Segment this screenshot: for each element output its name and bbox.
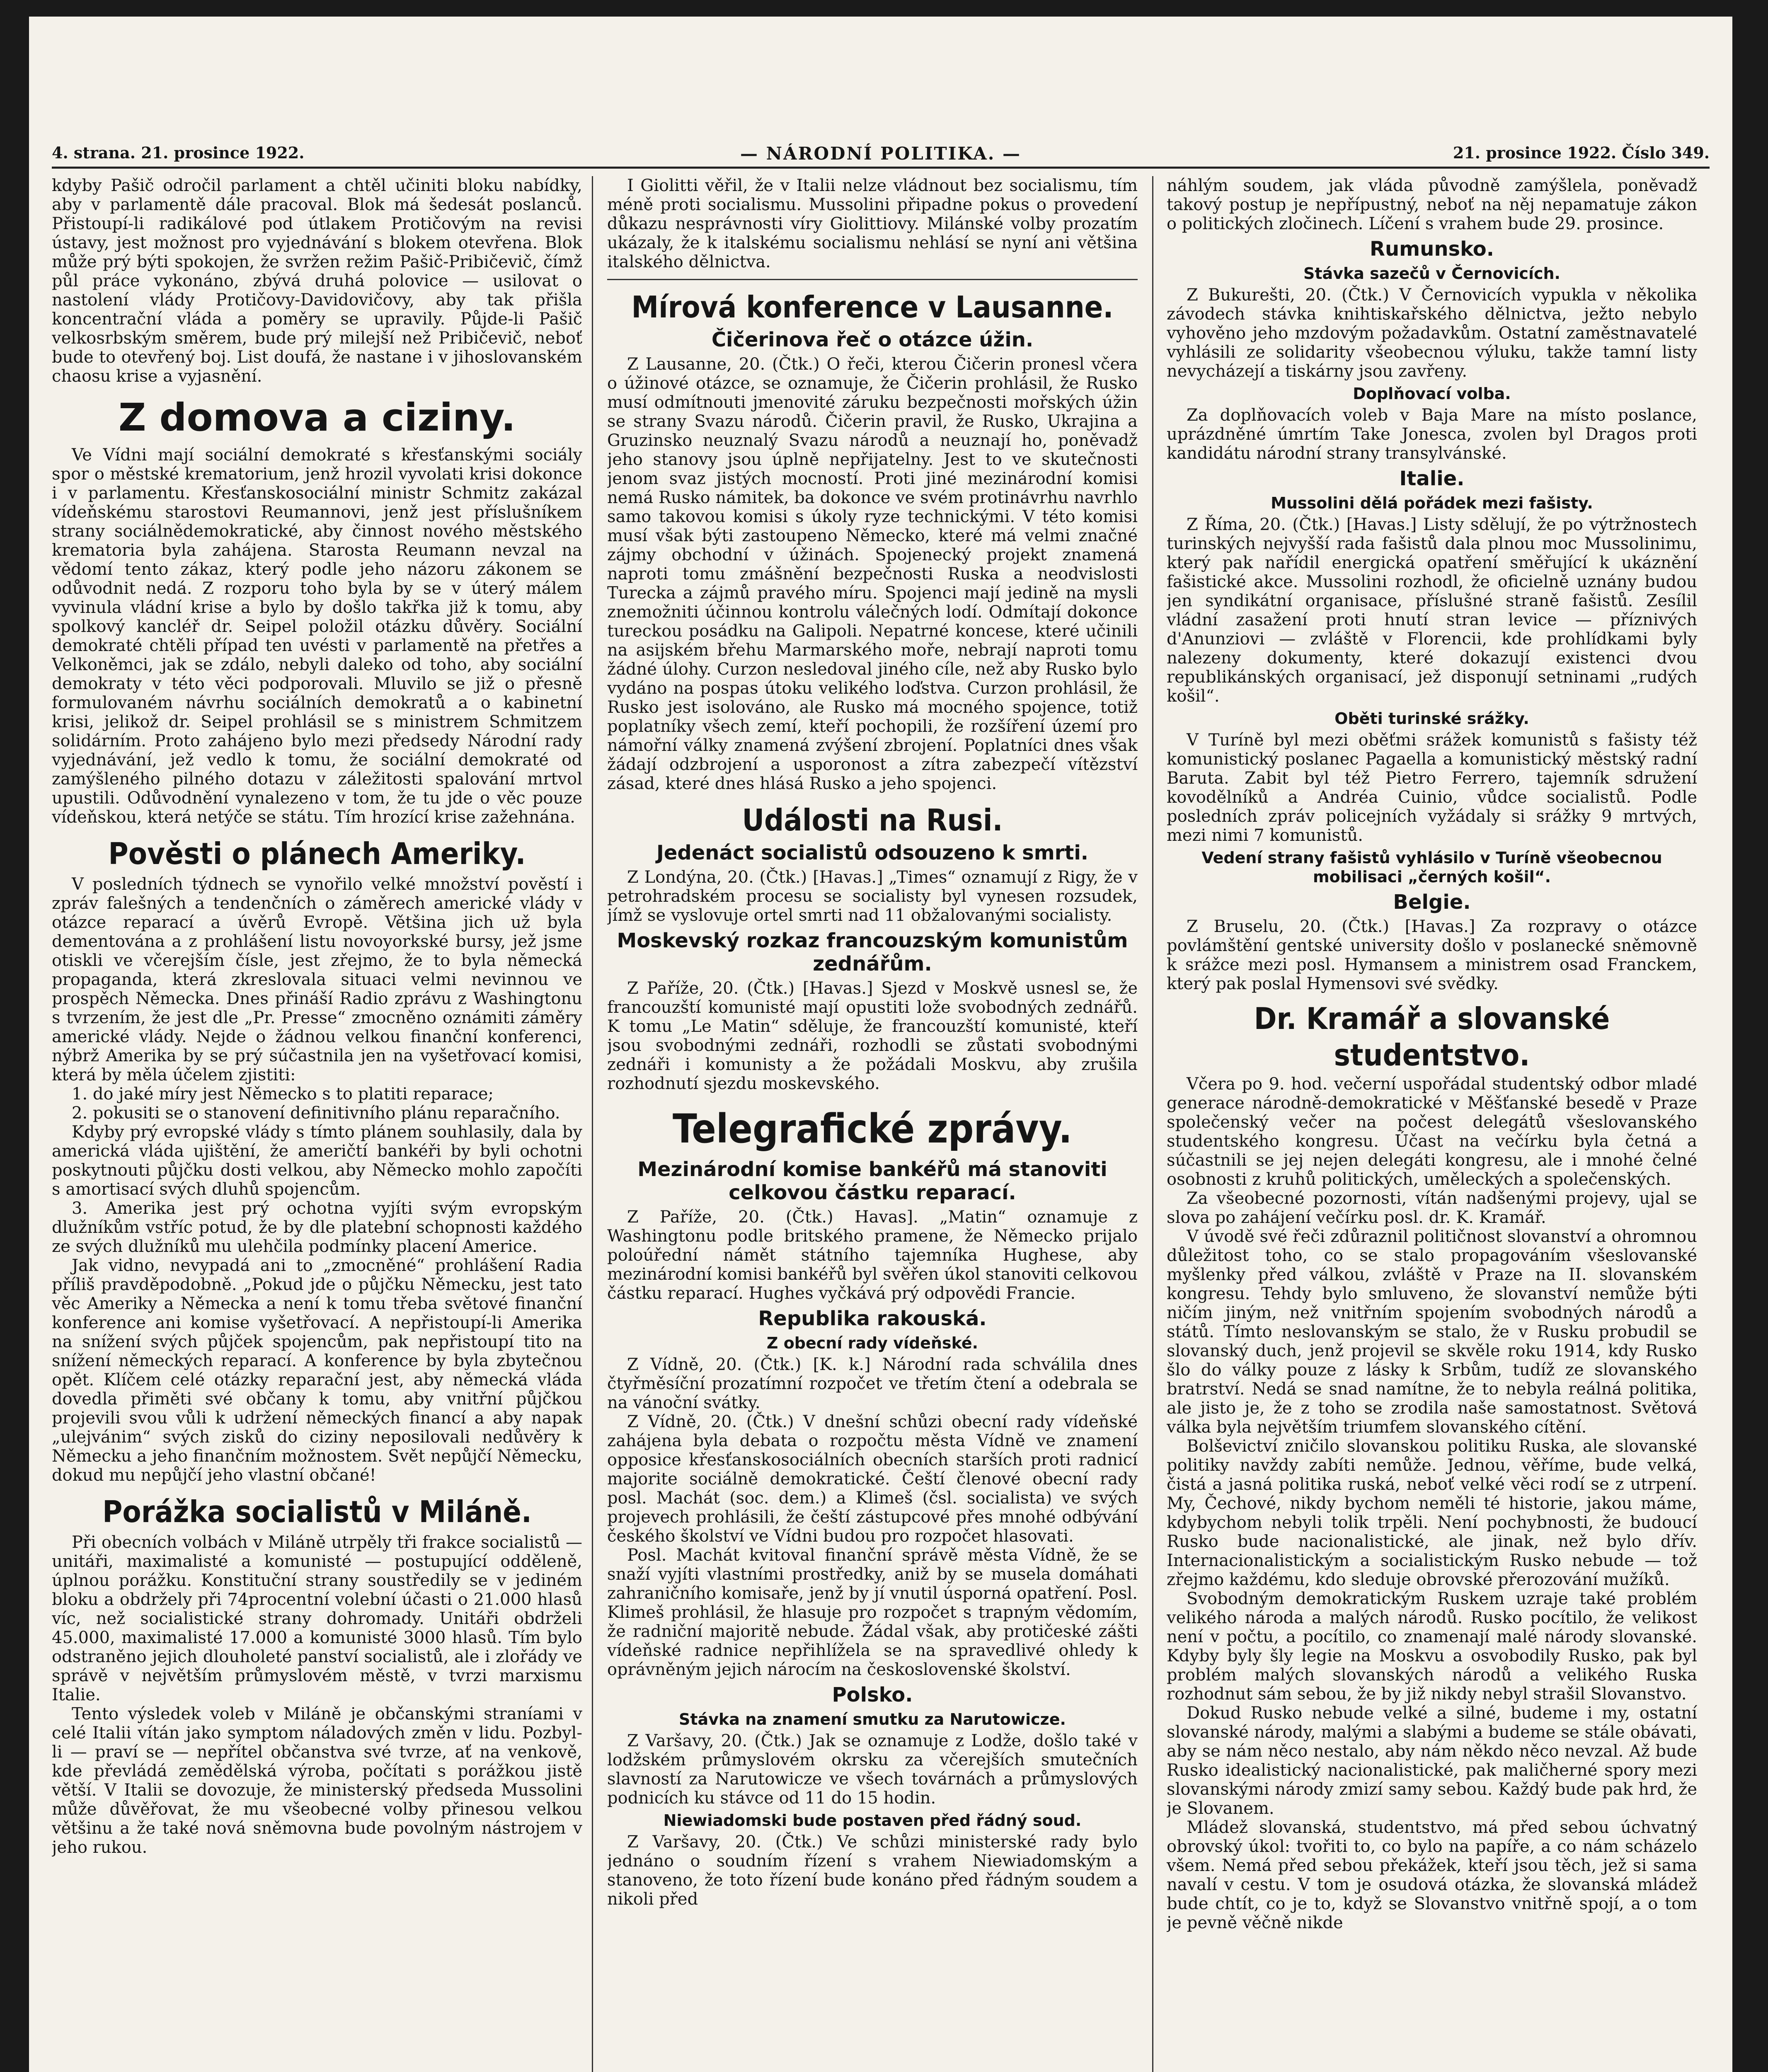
- paragraph: Včera po 9. hod. večerní uspořádal studentský odbor mladé generace národně-demokratické v Měšťanské besedě v Praze společenský večer na počest delegátů všeslovanského studentského kongresu. Účast na večírku byla četná a súčastnili se jej nejen delegáti kongresu, ale i mnohé čelné osobnosti z kruhů politických, uměleckých a společenských.: [1167, 1075, 1697, 1189]
- article-continuation: náhlým soudem, jak vláda původně zamýšlela, poněvadž takový postup je nepřípustný, neboť na něj nepamatuje zákon o politických zločinech. Líčení s vrahem bude 29. prosince.: [1167, 176, 1697, 233]
- article-subheading: Stávka sazečů v Černovicích.: [1303, 264, 1560, 283]
- article-heading: Pověsti o plánech Ameriky.: [108, 836, 526, 871]
- article-subheading: Vedení strany fašistů vyhlásilo v Turíně všeobecnou mobilisaci „černých košil“.: [1201, 849, 1662, 886]
- paragraph: Z Lausanne, 20. (Čtk.) O řeči, kterou Čičerin pronesl včera o úžinové otázce, se oznamuje, že Čičerin prohlásil, že Rusko musí odmítnouti jmenovité záruku bezpečnosti mořských úžin se strany Svazu národů. Čičerin pravil, že Rusko, Ukrajina a Gruzinsko neuznalý Svazu národů a neuznají ho, poněvadž jeho stanovy jsou úplně nepřijatelny. Jest to ve skutečnosti jenom svaz jistých mocností. Proti jiné mezinárodní komisi nemá Rusko námitek, ba dokonce ve svém protinávrhu navrhlo samo takovou komisi s úkoly ryze technickými. V této komisi musí však býti zastoupeno Německo, které má velmi značné zájmy obchodní v úžinách. Spojenecký projekt znamená naproti tomu zmášnění bezpečnosti Ruska a neodvislosti Turecka a zájmů pravého míru. Spojenci mají jedině na mysli znemožniti účinnou kontrolu válečných lodí. Odmítají dokonce tureckou posádku na Galipoli. Nepatrné koncese, které učinili na asijském břehu Marmarského moře, nebrají naproti tomu žádné úlohy. Curzon nesledoval jiného cíle, než aby Rusko bylo vydáno na pospas útoku velikého loďstva. Curzon prohlásil, že Rusko jest isolováno, ale Rusko má mocného spojence, totiž poplatníky všech zemí, kteří pochopili, že rozšíření území pro námořní války znamená zvýšení zbrojení. Poplatníci dnes však žádají odzbrojení a usporonost a zítra zabezpečí vítězství zásad, které dnes hlásá Rusko a jeho spojenci.: [607, 355, 1138, 793]
- article-heading: Belgie.: [1393, 891, 1471, 914]
- article-subheading: Mussolini dělá pořádek mezi fašisty.: [1271, 494, 1593, 512]
- paragraph: Z Paříže, 20. (Čtk.) [Havas.] Sjezd v Moskvě usnesl se, že francouzští komunisté mají opustiti lože svobodných zednářů. K tomu „Le Matin“ sděluje, že francouzští komunisté, kteří jsou svobodnými zednáři, rozhodli se zůstati svobodnými zednáři i komunisty a že požádali Moskvu, aby zrušila rozhodnutí sjezdu moskevského.: [607, 979, 1138, 1093]
- paragraph: Ve Vídni mají sociální demokraté s křesťanskými sociály spor o městské krematorium, jenž hrozil vyvolati krisi dokonce i v parlamentu. Křesťanskosociální ministr Schmitz zakázal vídeňskému starostovi Reumannovi, jenž jest příslušníkem strany sociálnědemokratické, aby činnost nového městského krematoria byla zahájena. Starosta Reumann nevzal na vědomí tento zákaz, který podle jeho názoru zákonem se odůvodnit nedá. Z rozporu toho byla by se v úterý málem vyvinula vládní krise a bylo by došlo takřka již k tomu, aby spolkový kancléř dr. Seipel položil otázku důvěry. Sociální demokraté chtěli případ ten uvésti v parlamentě na přetřes a Velkoněmci, jak se zdálo, nebyli daleko od toho, aby sociální demokraty v této věci podporovali. Mluvilo se již o přesně formulovaném návrhu sociálních demokratů a o kabinetní krisi, jelikož dr. Seipel prohlásil se s ministrem Schmitzem solidárním. Proto zahájeno bylo mezi předsedy Národní rady vyjednávání, jež vedlo k tomu, že sociální demokraté od zamýšleného pilného dotazu v záležitosti spalování mrtvol upustili. Odůvodnění vynalezeno v tom, že tu jde o věc pouze vídeňskou, která netýče se státu. Tím hrozící krise zažehnána.: [52, 445, 582, 827]
- paragraph: Svobodným demokratickým Ruskem uzraje také problém velikého národa a malých národů. Rusko pocítilo, že velikost není v počtu, a pocítilo, co znamenají malé národy slovanské. Kdyby byly šly legie na Moskvu a osvobodily Rusko, pak byl problém malých slovanských národů a velikého Ruska rozhodnut sám sebou, že by již nikdy nebyl strašil Slovanstvo.: [1167, 1589, 1697, 1704]
- paragraph: Za všeobecné pozornosti, vítán nadšenými projevy, ujal se slova po zahájení večírku posl. dr. K. Kramář.: [1167, 1189, 1697, 1227]
- paragraph: V posledních týdnech se vynořilo velké množství pověstí i zpráv falešných a tendenčních o záměrech americké vlády v otázce reparací a úvěrů Evropě. Většina jich už byla dementována a z prohlášení listu novoyorkské bursy, jež jsme otiskli ve včerejším čísle, jest zřejmo, že to byla německá propaganda, která zkreslovala situaci velmi nevinnou ve prospěch Německa. Dnes přináší Radio zprávu z Washingtonu s tvrzením, že jest dle „Pr. Presse“ zmocněno oznámiti záměry americké vlády. Nejde o žádnou velkou finanční konferenci, nýbrž Amerika by se prý súčastnila jen na vyšetřovací komisi, která by měla účelem zjistiti:: [52, 875, 582, 1084]
- paragraph: Z Londýna, 20. (Čtk.) [Havas.] „Times“ oznamují z Rigy, že v petrohradském procesu se socialisty byl vynesen rozsudek, jímž se vyslovuje ortel smrti nad 11 obžalovanými socialisty.: [607, 868, 1138, 925]
- article-subheading: Mezinárodní komise bankéřů má stanoviti celkovou částku reparací.: [637, 1158, 1107, 1204]
- paragraph: V úvodě své řeči zdůraznil političnost slovanství a ohromnou důležitost toho, co se stalo propagováním všeslovanské myšlenky před válkou, zvláště v Praze na II. slovanském kongresu. Tehdy bylo smluveno, že slovanství nemůže býti ničím jiným, než vnitřním spojením svobodných národů a států. Tímto neslovanským se stalo, že v Rusku probudil se slovanský duch, jenž projevil se skvěle roku 1914, kdy Rusko šlo do války pouze z lásky k Srbům, tudíž ze slovanského bratrství. Nedá se snad namítne, že to nebyla reálná politika, ale jisto je, že z toho se zrodila naše samostatnost. Světová válka byla největším triumfem slovanského cítění.: [1167, 1227, 1697, 1437]
- paragraph: Z Varšavy, 20. (Čtk.) Ve schůzi ministerské rady bylo jednáno o soudním řízení s vrahem Niewiadomským a stanoveno, že toto řízení bude konáno před řádným soudem a nikoli před: [607, 1832, 1138, 1909]
- paragraph: Z Bukurešti, 20. (Čtk.) V Černovicích vypukla v několika závodech stávka knihtiskařského dělnictva, ježto nebylo vyhověno jeho mzdovým požadavkům. Ostatní zaměstnavatelé vyhlásili ze solidarity všeobecnou výluku, takže tamní listy nevycházejí a tiskárny jsou zavřeny.: [1167, 286, 1697, 381]
- article-heading: Události na Rusi.: [742, 803, 1003, 838]
- article-heading: Italie.: [1399, 467, 1465, 490]
- header-right: 21. prosince 1922. Číslo 349.: [1453, 143, 1710, 162]
- article-heading: Dr. Kramář a slovanské studentstvo.: [1254, 1001, 1610, 1073]
- column-3: [1167, 176, 1697, 2072]
- article-heading: Polsko.: [832, 1683, 913, 1706]
- column-rule: [1152, 176, 1153, 2072]
- section-heading: Telegrafické zprávy.: [673, 1106, 1072, 1152]
- paragraph: Kdyby prý evropské vlády s tímto plánem souhlasily, dala by americká vláda ujištění, že američtí bankéři by byli ochotni poskytnouti půjčku dosti velkou, aby Německo mohlo započíti s amortisací svých dluhů spojencům.: [52, 1123, 582, 1199]
- paragraph: Při obecních volbách v Miláně utrpěly tři frakce socialistů — unitáři, maximalisté a komunisté — postupující odděleně, úplnou porážku. Konstituční strany soustředily se v jediném bloku a obdržely při 74procentní volební účasti o 21.000 hlasů víc, než socialistické strany dohromady. Unitáři obdrželi 45.000, maximalisté 17.000 a komunisté 3000 hlasů. Tím bylo odstraněno jejich dlouholeté panství socialistů, ale i zlořády ve správě v největším průmyslovém městě, v tvrzi marxismu Italie.: [52, 1533, 582, 1704]
- paragraph: Dokud Rusko nebude velké a silné, budeme i my, ostatní slovanské národy, malými a slabými a budeme se stále obávati, aby se nám něco nestalo, aby nám někdo něco nevzal. Až bude Rusko idealistický nacionalistické, pak maličherné spory mezi slovanskými národy zmizí samy sebou. Každý bude pak hrd, že je Slovanem.: [1167, 1704, 1697, 1818]
- article-subheading: Jedenáct socialistů odsouzeno k smrti.: [656, 841, 1089, 864]
- paragraph: Bolševictví zničilo slovanskou politiku Ruska, ale slovanské politiky navždy zabíti nemůže. Jednou, věříme, bude velká, čistá a jasná politika ruská, neboť velké věci rodí se z utrpení. My, Čechové, nikdy bychom neměli té historie, jakou máme, kdybychom nebyli tolik trpěli. Není pochybnosti, že budoucí Rusko bude nacionalistické, ale jinak, než bylo dřív. Internacionalistickým a socialistickým Rusko nebude — tož zřejmo každému, kdo sleduje obrovské přerozování mužíků.: [1167, 1437, 1697, 1589]
- paragraph: 2. pokusiti se o stanovení definitivního plánu reparačního.: [72, 1104, 560, 1123]
- page-header: [52, 141, 1710, 169]
- newspaper-page: [29, 17, 1732, 2072]
- paragraph: Z Varšavy, 20. (Čtk.) Jak se oznamuje z Lodže, došlo také v lodžském průmyslovém okrsku za včerejších smutečních slavností za Narutowicze ve všech továrnách a průmyslových podnicích ku stávce od 11 do 15 hodin.: [607, 1731, 1138, 1808]
- article-heading: Mírová konference v Lausanne.: [631, 290, 1114, 325]
- column-2: [607, 176, 1138, 2072]
- article-continuation: I Giolitti věřil, že v Italii nelze vládnout bez socialismu, tím méně proti socialismu. Mussolini připadne pokus o provedení důkazu nesprávnosti víry Giolittiovy. Milánské volby prozatím ukázaly, že k italskému socialismu nehlásí se nyní ani většina italského dělnictva.: [607, 176, 1138, 271]
- column-1: [52, 176, 582, 2072]
- article-subheading: Z obecní rady vídeňské.: [766, 1334, 978, 1352]
- paragraph: Z Vídně, 20. (Čtk.) [K. k.] Národní rada schválila dnes čtyřměsíční prozatímní rozpočet ve třetím čtení a odebrala se na vánoční svátky.: [607, 1355, 1138, 1412]
- article-subheading: Niewiadomski bude postaven před řádný soud.: [663, 1811, 1082, 1830]
- paragraph: Za doplňovacích voleb v Baja Mare na místo poslance, uprázdněné úmrtím Take Jonesca, zvolen byl Dragos proti kandidátu národní strany transylvánské.: [1167, 406, 1697, 463]
- article-subheading: Čičerinova řeč o otázce úžin.: [711, 328, 1034, 351]
- paragraph: 1. do jaké míry jest Německo s to platiti reparace;: [72, 1084, 494, 1104]
- article-heading: Porážka socialistů v Miláně.: [102, 1494, 532, 1530]
- paragraph: Z Vídně, 20. (Čtk.) V dnešní schůzi obecní rady vídeňské zahájena byla debata o rozpočtu města Vídně ve znamení opposice křesťanskosociálních obecních starších proti radnicí majorite sociálně demokratické. Čeští členové obecní rady posl. Machát (soc. dem.) a Klimeš (čsl. socialista) ve svých projevech prohlásili, že čeští zástupcové přes mnohé odbývání českého školství ve Vídni budou pro rozpočet hlasovati.: [607, 1412, 1138, 1546]
- paragraph: Mládež slovanská, studentstvo, má před sebou úchvatný obrovský úkol: tvořiti to, co bylo na papíře, a co nám scházelo všem. Nemá před sebou překážek, kteří jsou těch, jež si sama navalí v cestu. V tom je osudová otázka, že slovanská mládež bude chtít, co je to, když se Slovanstvo vnitřně spojí, a o tom je pevně věčně nikde: [1167, 1818, 1697, 1932]
- paragraph: V Turíně byl mezi oběťmi srážek komunistů s fašisty též komunistický poslanec Pagaella a komunistický městský radní Baruta. Zabit byl též Pietro Ferrero, tajemník sdružení kovodělníků a Andréa Cuinio, vůdce socialistů. Podle posledních zpráv policejních vyžádaly si srážky 9 mrtvých, mezi nimi 7 komunistů.: [1167, 731, 1697, 845]
- article-subheading: Moskevský rozkaz francouzským komunistům zednářům.: [617, 929, 1128, 975]
- divider: [607, 279, 1138, 280]
- article-subheading: Oběti turinské srážky.: [1334, 709, 1529, 728]
- paragraph: 3. Amerika jest prý ochotna vyjíti svým evropským dlužníkům vstříc potud, že by dle platební schopnosti každého ze svých dlužníků mu ulehčila podmínky placení Americe.: [52, 1199, 582, 1256]
- paragraph: Z Říma, 20. (Čtk.) [Havas.] Listy sdělují, že po výtržnostech turinských nejvyšší rada fašistů dala plnou moc Mussolinimu, který pak nařídil energická opatření směřující k ukáznění fašistické akce. Mussolini rozhodl, že oficielně uznány budou jen syndikátní organisace, příslušné straně fašistů. Zesílil vládní zasažení proti hnutí stran levice — příznivých d'Anunziovi — zvláště v Florencii, kde prohlídkami byly nalezeny dokumenty, které dokazují existenci dvou republikánských organisací, jež disponují setninami „rudých košil“.: [1167, 515, 1697, 706]
- masthead-title: — NÁRODNÍ POLITIKA. —: [740, 143, 1022, 164]
- section-heading: Z domova a ciziny.: [118, 395, 516, 440]
- paragraph: Posl. Machát kvitoval finanční správě města Vídně, že se snaží vyjíti vlastními prostředky, aniž by se musela domáhati zahraničního komisaře, jenž by jí vnutil úsporná opatření. Posl. Klimeš prohlásil, že hlasuje pro rozpočet s trapným vědomím, že radniční majoritě nebude. Žádal však, aby protičeské zášti vídeňské radnice nepřihlížela se na spravedlivé ohledy k oprávněným jejich nárocím na československé školství.: [607, 1546, 1138, 1679]
- paragraph: Z Paříže, 20. (Čtk.) Havas]. „Matin“ oznamuje z Washingtonu podle britského pramene, že Německo prijalo poloúřední námět státního tajemníka Hughese, aby mezinárodní komisi bankéřů byl svěřen úkol stanoviti celkovou částku reparací. Hughes vyčkává prý odpovědi Francie.: [607, 1208, 1138, 1303]
- article-subheading: Doplňovací volba.: [1353, 385, 1511, 403]
- header-left: 4. strana. 21. prosince 1922.: [52, 143, 305, 162]
- article-continuation: kdyby Pašič odročil parlament a chtěl učiniti bloku nabídky, aby v parlamentě dále pracoval. Blok má šedesát poslanců. Přistoupí-li radikálové pod útlakem Protičovým na revisi ústavy, jest možnost pro vyjednávání s blokem otevřena. Blok může prý býti spokojen, že svržen režim Pašič-Pribičevič, čímž půl práce vykonáno, zbývá druhá polovice — usilovat o nastolení vlády Protičovy-Davidovičovy, aby tak přišla koncentrační vláda a poměry se upravily. Půjde-li Pašič velkosrbským směrem, bude prý milejší než Pribičevič, neboť bude to otevřený boj. List doufá, že nastane i v jihoslovanském chaosu krise a vyjasnění.: [52, 176, 582, 386]
- column-rule: [592, 176, 593, 2072]
- paragraph: Tento výsledek voleb v Miláně je občanskými straníami v celé Italii vítán jako symptom náladových změn v lidu. Pozbyl-li — praví se — nepřítel občanstva své tvrze, ať na venkově, kde převládá zemědělská výroba, počítati s porážkou jistě větší. V Italii se dovozuje, že ministerský předseda Mussolini může důvěřovat, že mu všeobecné volby přinesou velkou většinu a že také nová sněmovna bude povolným nástrojem v jeho rukou.: [52, 1704, 582, 1857]
- paragraph: Z Bruselu, 20. (Čtk.) [Havas.] Za rozpravy o otázce povlámštění gentské university došlo v poslanecké sněmovně k srážce mezi posl. Hymansem a ministrem osad Franckem, který pak poslal Hymensovi své svědky.: [1167, 917, 1697, 993]
- article-heading: Republika rakouská.: [758, 1307, 987, 1330]
- article-heading: Rumunsko.: [1370, 237, 1494, 261]
- article-subheading: Stávka na znamení smutku za Narutowicze.: [679, 1710, 1066, 1728]
- paragraph: Jak vidno, nevypadá ani to „zmocněné“ prohlášení Radia příliš pravděpodobně. „Pokud jde o půjčku Německu, jest tato věc Ameriky a Německa a není k tomu třeba světové finanční konference ani komise vyšetřovací. A nepřistoupí-li Amerika na snížení svých půjček spojencům, pak nepřistoupí tito na snížení německých reparací. A konference by byla zbytečnou opět. Klíčem celé otázky reparační jest, aby německá vláda dovedla přiměti své občany k tomu, aby vnitřní půjčkou projevili svou vůli k udržení německých financí a aby napak „ulejvánim“ svých zisků do ciziny neposilovali nedůvěry k Německu a jeho finančním možnostem. Svět nepůjčí Německu, dokud mu nepůjčí jeho vlastní občané!: [52, 1256, 582, 1485]
